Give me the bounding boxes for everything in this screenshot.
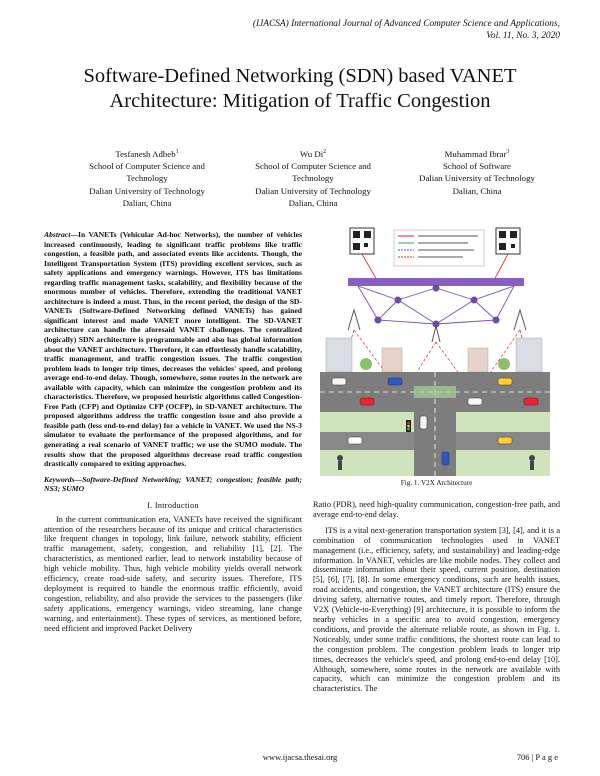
its-paragraph: ITS is a vital next-generation transportation system [3], [4], and it is a combination of communication technologies used in VANET management (i.e., efficiency, safety, and sustainability) and leading-edge information. In VANET, vehicles are like mobile nodes. They collect and disseminate information about their speed, current position, destination [5], [6], [7], [8]. In some emergency conditions, such are health issues, road accidents, and congestion, the VANET architecture (ITS) ensure the driving safety, alternative routes, and timely report. Therefore, through V2X (Vehicle-to-Everything) [9] architecture, it is possible to inform the nearby vehicles in a specific area to avoid congestion, emergency conditions, and provide the alternate reliable route, as shown in Fig. 1. Noticeably, under some traffic conditions, the shortest route can lead to the congestion problem. The congestion problem leads to longer trip times, decreases the vehicle's speed, and prolong end-to-end delay [10]. Although, somewhere, some routes in the network are available with capacity, which can minimize the congestion problem and its characteristics. The	[313, 525, 560, 694]
server-qr-icon-right	[496, 228, 520, 254]
city-background	[326, 338, 542, 372]
keywords-label: Keywords	[44, 474, 75, 484]
author-affil-line: Technology	[126, 173, 168, 184]
intro-paragraph: In the current communication era, VANETs have received the significant attention of the researchers because of its unique and critical characteristics like frequent changes in topology, link failure, network stability, efficient traffic management, safety, congestion, and reliability [1], [2]. The characteristics, as mentioned earlier, lead to network instability because of high vehicle mobility. Thus, high vehicle mobility yields overall network efficiency, create road-side safety, and security issues. Therefore, ITS deployment is required to handle the enormous traffic efficiently, avoid congestion, reliability, and also provide the services to the passengers (like safety applications, emergency warnings, video streaming, lane change warning, and entertainment). These types of services, as mentioned before, need efficient and improved Packet Delivery	[44, 514, 302, 633]
journal-line-2: Vol. 11, No. 3, 2020	[486, 31, 560, 41]
keywords-text: —Software-Defined Networking; VANET; congestion; feasible path; NS3; SUMO	[44, 474, 302, 494]
author-block-1	[62, 146, 232, 209]
figure-legend	[394, 230, 484, 266]
abstract	[44, 230, 302, 469]
figure-caption: Fig. 1. V2X Architecture	[400, 479, 473, 487]
author-affil-number: 1	[175, 149, 179, 155]
author-block-3	[392, 146, 562, 197]
author-affil-line: Dalian University of Technology	[255, 185, 371, 196]
keywords	[44, 475, 302, 494]
title-line-2: Architecture: Mitigation of Traffic Congestion	[109, 90, 491, 112]
author-affil-line: School of Software	[443, 161, 511, 172]
author-affil-line: School of Computer Science and	[89, 161, 205, 172]
abstract-label: Abstract	[44, 230, 71, 239]
footer-url: www.ijacsa.thesai.org	[262, 752, 338, 762]
traffic-light-icon	[406, 420, 411, 432]
title-line-1: Software-Defined Networking (SDN) based VANET	[83, 65, 517, 87]
author-name: Muhammad Ibrar	[444, 148, 507, 159]
controller-mesh	[358, 286, 514, 324]
author-affil-line: Technology	[292, 173, 334, 184]
author-affil-number: 2	[323, 149, 327, 155]
author-affil-number: 3	[506, 149, 510, 155]
author-name: Wu Di	[299, 148, 324, 159]
page-number: 706 | P a g e	[516, 752, 558, 762]
author-name: Tesfanesh Adbeb	[115, 148, 176, 159]
author-affil-line: Dalian University of Technology	[419, 173, 535, 184]
figure-illustration	[318, 226, 552, 476]
left-column	[44, 230, 302, 634]
v2x-architecture-figure	[318, 226, 552, 476]
author-affil-line: Dalian, China	[452, 185, 502, 196]
author-block-2	[228, 146, 398, 209]
abstract-text: —In VANETs (Vehicular Ad-hoc Networks), the number of vehicles increased continuously, leading to significant traffic problems like traffic congestion, a feasible path, and associated events like accidents. Though, the Intelligent Transportation System (ITS) providing excellent services, such as safety applications and emergency warnings. However, ITS has limitations regarding traffic management tasks, scalability, and flexibility because of the enormous number of vehicles. Therefore, extending the traditional VANET architecture is indeed a must. Thus, in the recent period, the design of the SD-VANETs (Software-Defined Networking defined VANETs) has gained significant interest and made VANET more intelligent. The SD-VANET architecture can handle the aforesaid VANET challenges. The centralized (logically) SDN architecture is programmable and also has global information about the VANET architecture. Therefore, it can effortlessly handle scalability, traffic management, and traffic congestion issues. The traffic congestion problem leads to longer trip times, decreases the vehicles' speed, and prolong average end-to-end delay. Though, somewhere, some routes in the network are available with capacity, which can minimize the congestion problem and its characteristics. Therefore, we proposed heuristic algorithms called Congestion-Free Path (CFP) and Optimize CFP (OCFP), in SD-VANET architecture. The proposed algorithms address the traffic congestion issue and also provide a feasible path (less end-to-end delay) for a vehicle in VANET. We used the NS-3 simulator to evaluate the performance of the proposed algorithms, and for generating a real scenario of VANET traffic; we use the SUMO module. The results show that the proposed algorithms decrease road traffic congestion drastically compared to exiting approaches.	[44, 230, 302, 469]
journal-line-1: (IJACSA) International Journal of Advanced Computer Science and Applications,	[252, 19, 560, 29]
road-grid	[320, 372, 550, 476]
right-column	[313, 500, 560, 694]
author-affil-line: School of Computer Science and	[255, 161, 371, 172]
paper-title	[40, 64, 560, 114]
author-affil-line: Dalian, China	[122, 197, 172, 208]
author-affil-line: Dalian, China	[288, 197, 338, 208]
server-qr-icon-left	[350, 228, 374, 254]
journal-header	[200, 18, 560, 42]
section-heading: I. Introduction	[147, 500, 199, 510]
author-affil-line: Dalian University of Technology	[89, 185, 205, 196]
paragraph-continued: Ratio (PDR), need high-quality communication, congestion-free path, and average end-to-end delay.	[313, 500, 560, 519]
